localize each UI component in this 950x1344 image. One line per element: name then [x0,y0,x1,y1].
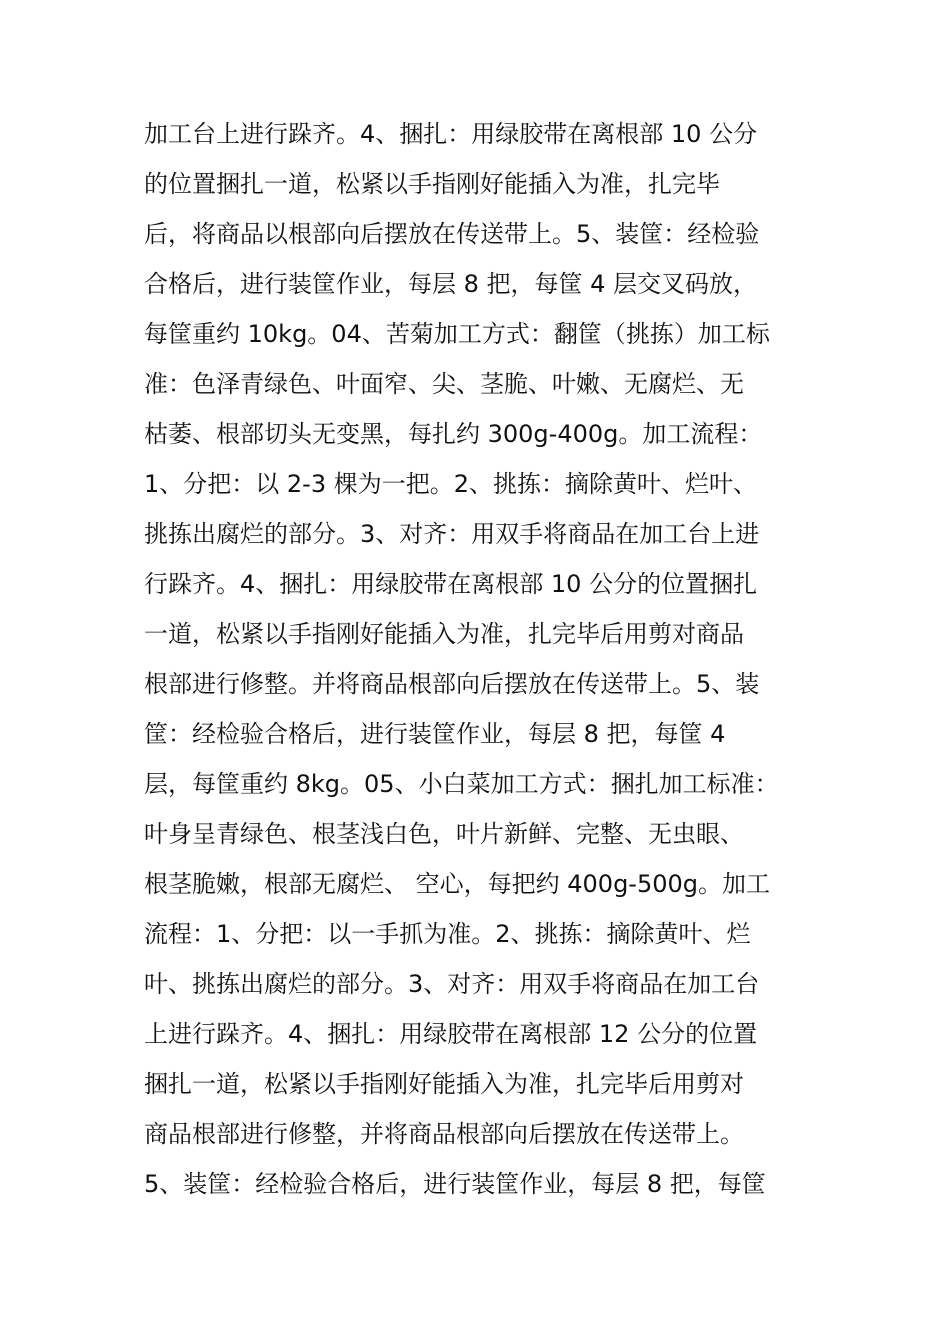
text-line: 5、装筐：经检验合格后，进行装筐作业，每层 8 把，每筐 [144,1170,766,1198]
text-line: 1、分把：以 2-3 棵为一把。2、挑拣：摘除黄叶、烂叶、 [144,470,757,498]
text-line: 层，每筐重约 8kg。05、小白菜加工方式：捆扎加工标准： [144,770,779,798]
text-line: 流程：1、分把：以一手抓为准。2、挑拣：摘除黄叶、烂 [144,920,751,948]
text-line: 每筐重约 10kg。04、苦菊加工方式：翻筐（挑拣）加工标 [144,320,770,348]
text-line: 商品根部进行修整，并将商品根部向后摆放在传送带上。 [144,1120,744,1148]
text-line: 筐：经检验合格后，进行装筐作业，每层 8 把，每筐 4 [144,720,726,748]
text-line: 合格后，进行装筐作业，每层 8 把，每筐 4 层交叉码放， [144,270,758,298]
text-line: 根部进行修整。并将商品根部向后摆放在传送带上。5、装 [144,670,760,698]
text-line: 挑拣出腐烂的部分。3、对齐：用双手将商品在加工台上进 [144,520,760,548]
text-line: 捆扎一道，松紧以手指刚好能插入为准，扎完毕后用剪对 [144,1070,744,1098]
text-line: 根茎脆嫩，根部无腐烂、 空心，每把约 400g-500g。加工 [144,870,771,898]
text-line: 枯萎、根部切头无变黑，每扎约 300g-400g。加工流程： [144,420,763,448]
text-line: 后，将商品以根部向后摆放在传送带上。5、装筐：经检验 [144,220,760,248]
body-text [144,109,824,1209]
text-line: 叶身呈青绿色、根茎浅白色，叶片新鲜、完整、无虫眼、 [144,820,744,848]
text-line: 准：色泽青绿色、叶面窄、尖、茎脆、叶嫩、无腐烂、无 [144,370,744,398]
text-line: 的位置捆扎一道，松紧以手指刚好能插入为准，扎完毕 [144,170,720,198]
text-line: 一道，松紧以手指刚好能插入为准，扎完毕后用剪对商品 [144,620,744,648]
text-line: 叶、挑拣出腐烂的部分。3、对齐：用双手将商品在加工台 [144,970,760,998]
text-line: 上进行跺齐。4、捆扎：用绿胶带在离根部 12 公分的位置 [144,1020,758,1048]
text-line: 行跺齐。4、捆扎：用绿胶带在离根部 10 公分的位置捆扎 [144,570,758,598]
text-line: 加工台上进行跺齐。4、捆扎：用绿胶带在离根部 10 公分 [144,120,758,148]
